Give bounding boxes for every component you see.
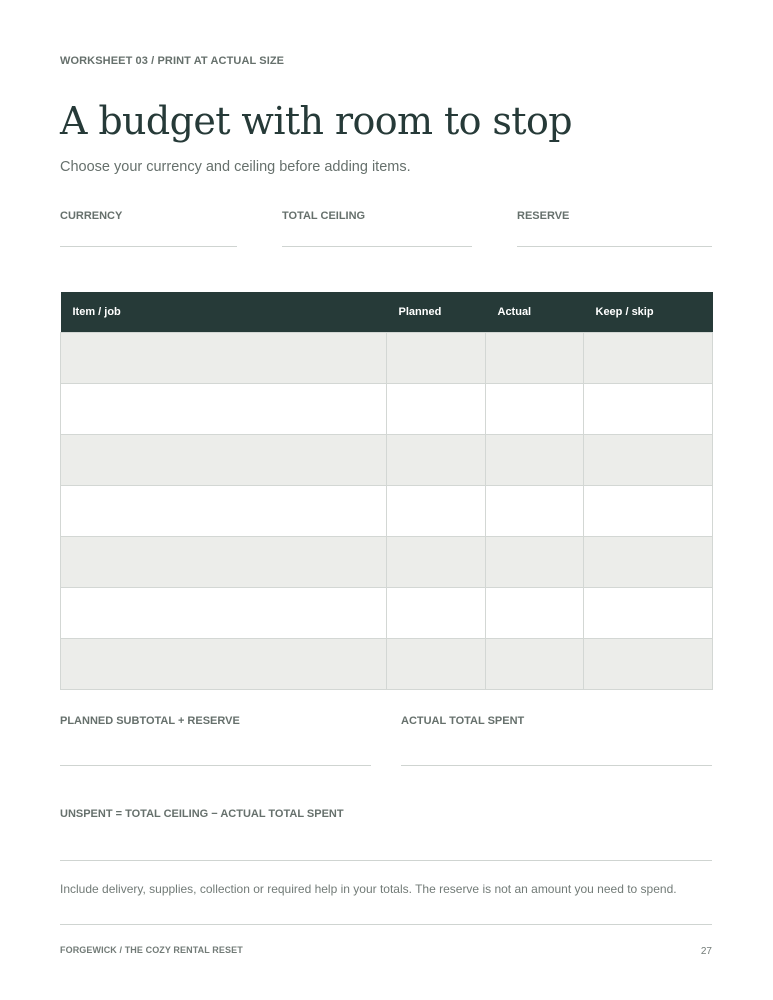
table-row xyxy=(61,434,713,485)
keep-skip-cell[interactable] xyxy=(584,638,713,689)
item-cell[interactable] xyxy=(61,383,387,434)
keep-skip-cell[interactable] xyxy=(584,536,713,587)
page-subtitle: Choose your currency and ceiling before adding items. xyxy=(60,159,411,175)
actual-cell[interactable] xyxy=(486,332,584,383)
reserve-label: RESERVE xyxy=(517,210,570,222)
page-number: 27 xyxy=(700,946,712,957)
unspent-label: UNSPENT = TOTAL CEILING − ACTUAL TOTAL SPENT xyxy=(60,808,344,820)
planned-cell[interactable] xyxy=(387,332,486,383)
item-cell[interactable] xyxy=(61,332,387,383)
keep-skip-cell[interactable] xyxy=(584,434,713,485)
table-row xyxy=(61,383,713,434)
table-row xyxy=(61,332,713,383)
column-header-keep-skip: Keep / skip xyxy=(584,292,713,332)
currency-field[interactable] xyxy=(60,246,237,247)
keep-skip-cell[interactable] xyxy=(584,383,713,434)
actual-cell[interactable] xyxy=(486,638,584,689)
keep-skip-cell[interactable] xyxy=(584,587,713,638)
column-header-actual: Actual xyxy=(486,292,584,332)
actual-cell[interactable] xyxy=(486,383,584,434)
item-cell[interactable] xyxy=(61,536,387,587)
planned-subtotal-label: PLANNED SUBTOTAL + RESERVE xyxy=(60,715,240,727)
actual-cell[interactable] xyxy=(486,587,584,638)
actual-total-field[interactable] xyxy=(401,765,712,766)
worksheet-eyebrow: WORKSHEET 03 / PRINT AT ACTUAL SIZE xyxy=(60,55,285,67)
table-row xyxy=(61,485,713,536)
keep-skip-cell[interactable] xyxy=(584,485,713,536)
table-row xyxy=(61,638,713,689)
budget-table xyxy=(60,292,713,690)
item-cell[interactable] xyxy=(61,434,387,485)
actual-total-label: ACTUAL TOTAL SPENT xyxy=(401,715,525,727)
planned-cell[interactable] xyxy=(387,485,486,536)
budget-note: Include delivery, supplies, collection or required help in your totals. The reserve is not an amount you need to spend. xyxy=(60,882,677,896)
currency-label: CURRENCY xyxy=(60,210,123,222)
item-cell[interactable] xyxy=(61,485,387,536)
planned-subtotal-field[interactable] xyxy=(60,765,371,766)
planned-cell[interactable] xyxy=(387,536,486,587)
footer-credit: FORGEWICK / THE COZY RENTAL RESET xyxy=(60,945,243,955)
item-cell[interactable] xyxy=(61,638,387,689)
actual-cell[interactable] xyxy=(486,536,584,587)
column-header-planned: Planned xyxy=(387,292,486,332)
table-header-row xyxy=(61,292,713,332)
column-header-item: Item / job xyxy=(61,292,387,332)
reserve-field[interactable] xyxy=(517,246,712,247)
worksheet-page xyxy=(60,0,712,1000)
total-ceiling-label: TOTAL CEILING xyxy=(282,210,366,222)
planned-cell[interactable] xyxy=(387,383,486,434)
keep-skip-cell[interactable] xyxy=(584,332,713,383)
unspent-field[interactable] xyxy=(60,860,712,861)
planned-cell[interactable] xyxy=(387,638,486,689)
page-title: A budget with room to stop xyxy=(60,99,572,143)
footer-divider xyxy=(60,924,712,925)
table-row xyxy=(61,587,713,638)
planned-cell[interactable] xyxy=(387,434,486,485)
table-row xyxy=(61,536,713,587)
total-ceiling-field[interactable] xyxy=(282,246,472,247)
planned-cell[interactable] xyxy=(387,587,486,638)
actual-cell[interactable] xyxy=(486,485,584,536)
actual-cell[interactable] xyxy=(486,434,584,485)
item-cell[interactable] xyxy=(61,587,387,638)
